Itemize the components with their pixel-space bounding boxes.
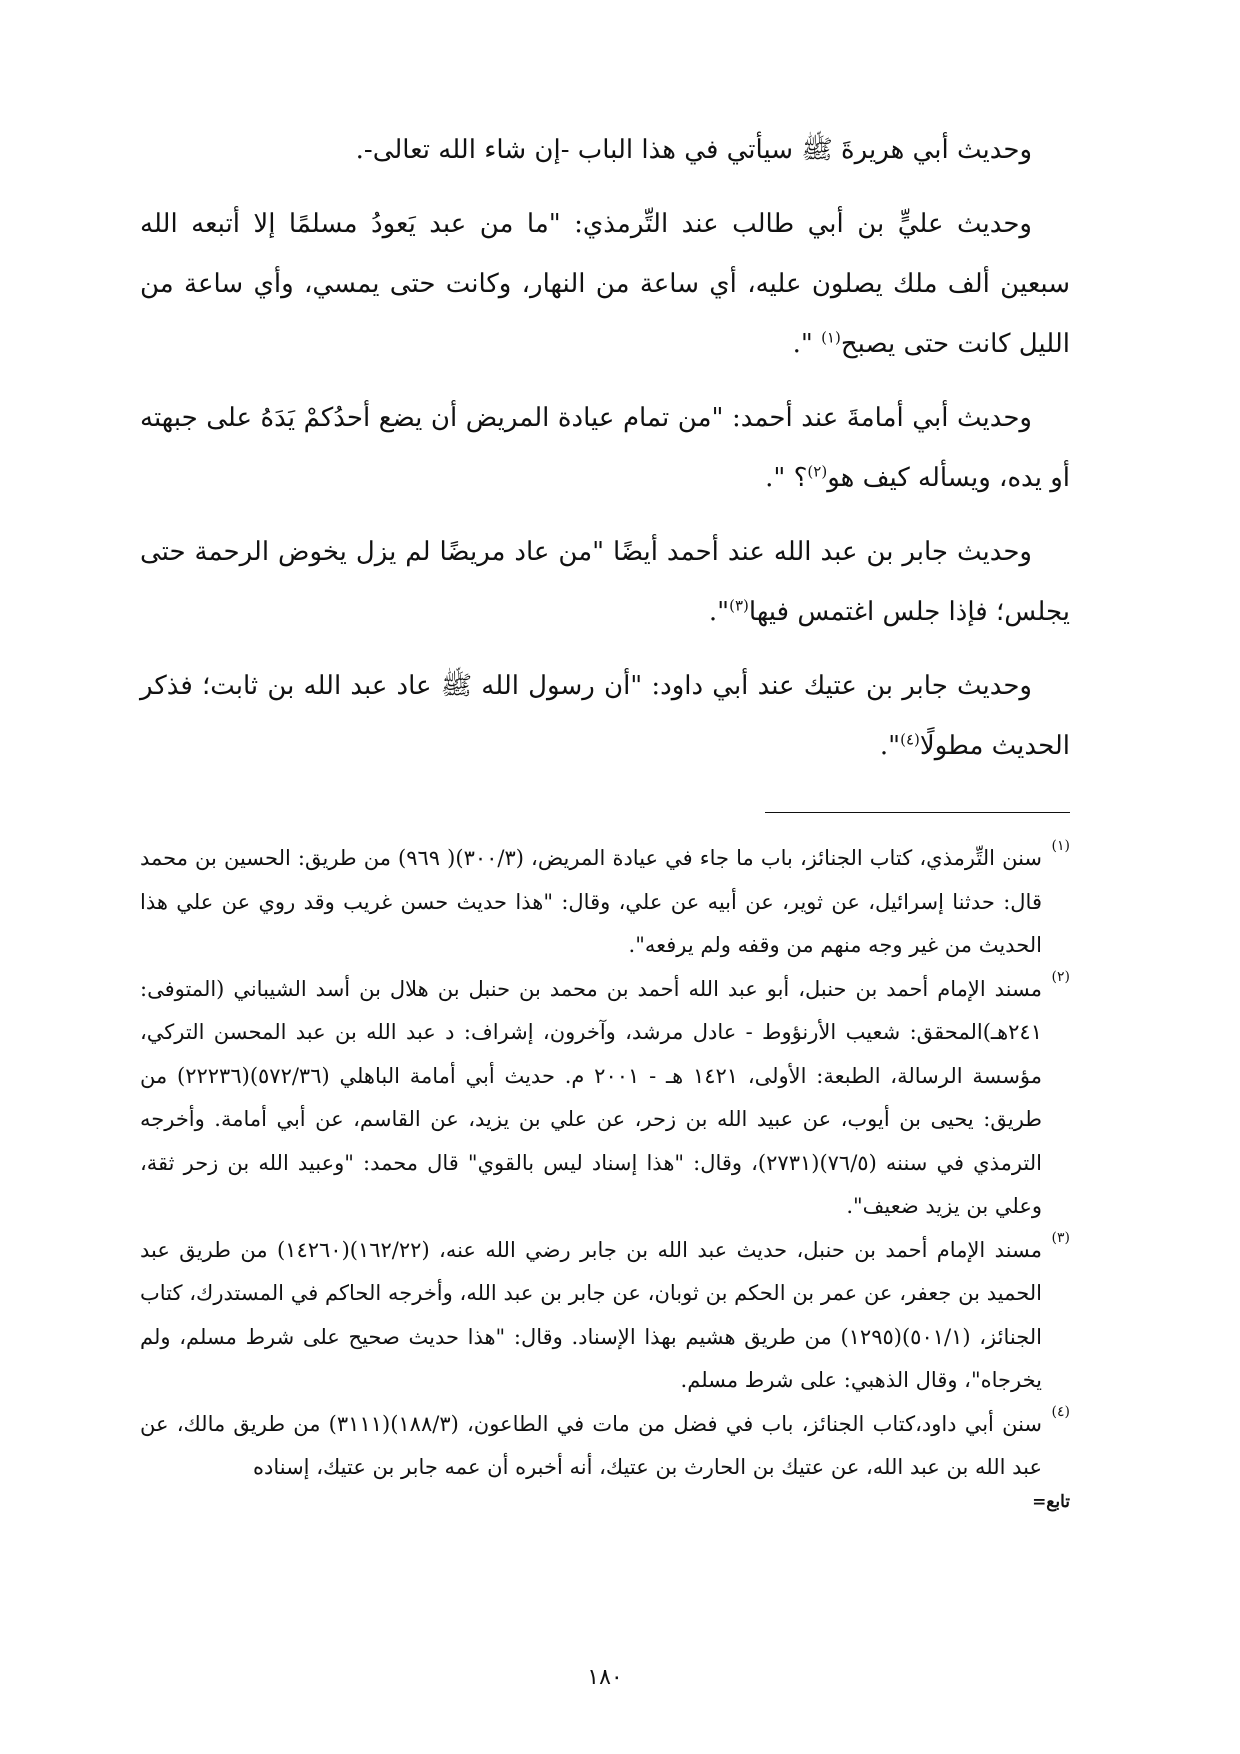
paragraph-tail: ".	[708, 597, 730, 627]
footnote-number: (٢)	[1051, 968, 1070, 985]
paragraph-text: وحديث جابر بن عبد الله عند أحمد أيضًا "من عاد مريضًا لم يزل يخوض الرحمة حتى يجلس؛ فإذا جلس اغتمس فيها	[140, 537, 1070, 627]
footnote-1	[140, 837, 1070, 968]
footnote-2	[140, 968, 1070, 1229]
paragraph-tail: ".	[792, 329, 822, 359]
main-text	[140, 120, 1070, 776]
footnote-3	[140, 1229, 1070, 1403]
document-page	[140, 120, 1070, 1690]
footnote-number: (١)	[1051, 838, 1070, 854]
paragraph-text: وحديث عليٍّ بن أبي طالب عند التِّرمذي: "ما من عبد يَعودُ مسلمًا إلا أتبعه الله سبعين ألف ملك يصلون عليه، أي ساعة من النهار، وكانت حتى يمسي، وأي ساعة من الليل كانت حتى يصبح	[140, 209, 1070, 359]
footnote-text: سنن التِّرمذي، كتاب الجنائز، باب ما جاء في عيادة المريض، (٣٠٠/٣)( ٩٦٩) من طريق: الحسين بن محمد قال: حدثنا إسرائيل، عن ثوير، عن أبيه عن علي، وقال: "هذا حديث حسن غريب وقد روي عن علي هذا الحديث من غير وجه منهم من وقفه ولم يرفعه".	[140, 846, 1042, 957]
footnote-ref: (١)	[821, 328, 841, 347]
footnote-text: مسند الإمام أحمد بن حنبل، أبو عبد الله أحمد بن محمد بن حنبل بن هلال بن أسد الشيباني (المتوفى: ٢٤١هـ)المحقق: شعيب الأرنؤوط - عادل مرشد، وآخرون، إشراف: د عبد الله بن عبد المحسن التركي، مؤسسة الرسالة، الطبعة: الأولى، ١٤٢١ هـ - ٢٠٠١ م. حديث أبي أمامة الباهلي (٥٧٢/٣٦)(٢٢٢٣٦) من طريق: يحيى بن أيوب، عن عبيد الله بن زحر، عن علي بن يزيد، عن القاسم، عن أبي أمامة. وأخرجه الترمذي في سننه (٧٦/٥)(٢٧٣١)، وقال: "هذا إسناد ليس بالقوي" قال محمد: "وعبيد الله بن زحر ثقة، وعلي بن يزيد ضعيف".	[140, 976, 1043, 1218]
paragraph-2	[140, 194, 1070, 374]
footnote-number: (٣)	[1051, 1229, 1070, 1246]
footnote-4	[140, 1403, 1070, 1490]
paragraph-text: وحديث أبي أمامةَ عند أحمد: "من تمام عيادة المريض أن يضع أحدُكمْ يَدَهُ على جبهته أو يده، ويسأله كيف هو	[140, 403, 1070, 493]
footnote-separator	[765, 812, 1070, 813]
footnote-text: مسند الإمام أحمد بن حنبل، حديث عبد الله بن جابر رضي الله عنه، (١٦٢/٢٢)(١٤٢٦٠) من طريق عبد الحميد بن جعفر، عن عمر بن الحكم بن ثوبان، عن جابر بن عبد الله، وأخرجه الحاكم في المستدرك، كتاب الجنائز، (٥٠١/١)(١٢٩٥) من طريق هشيم بهذا الإسناد. وقال: "هذا حديث صحيح على شرط مسلم، ولم يخرجاه"، وقال الذهبي: على شرط مسلم.	[140, 1237, 1042, 1392]
continuation-marker: تابع=	[1032, 1491, 1070, 1512]
paragraph-text: وحديث أبي هريرةَ ﷺ سيأتي في هذا الباب -إن شاء الله تعالى-.	[355, 135, 1032, 165]
footnote-ref: (٣)	[729, 596, 749, 615]
page-number: ١٨٠	[587, 1665, 623, 1690]
paragraph-4	[140, 522, 1070, 642]
paragraph-text: وحديث جابر بن عتيك عند أبي داود: "أن رسول الله ﷺ عاد عبد الله بن ثابت؛ فذكر الحديث مطولًا	[140, 671, 1070, 761]
paragraph-1	[140, 120, 1070, 180]
footnote-number: (٤)	[1051, 1403, 1070, 1420]
footnote-ref: (٤)	[900, 730, 920, 749]
footnotes	[140, 837, 1070, 1514]
footnote-ref: (٢)	[807, 462, 828, 481]
paragraph-3	[140, 388, 1070, 508]
paragraph-tail: ؟ ".	[765, 463, 808, 493]
footnote-text: سنن أبي داود،كتاب الجنائز، باب في فضل من مات في الطاعون، (١٨٨/٣)(٣١١١) من طريق مالك، عن عبد الله بن عبد الله، عن عتيك بن الحارث بن عتيك، أنه أخبره أن عمه جابر بن عتيك، إسناده	[140, 1411, 1042, 1479]
paragraph-5	[140, 656, 1070, 776]
paragraph-tail: ".	[879, 731, 901, 761]
